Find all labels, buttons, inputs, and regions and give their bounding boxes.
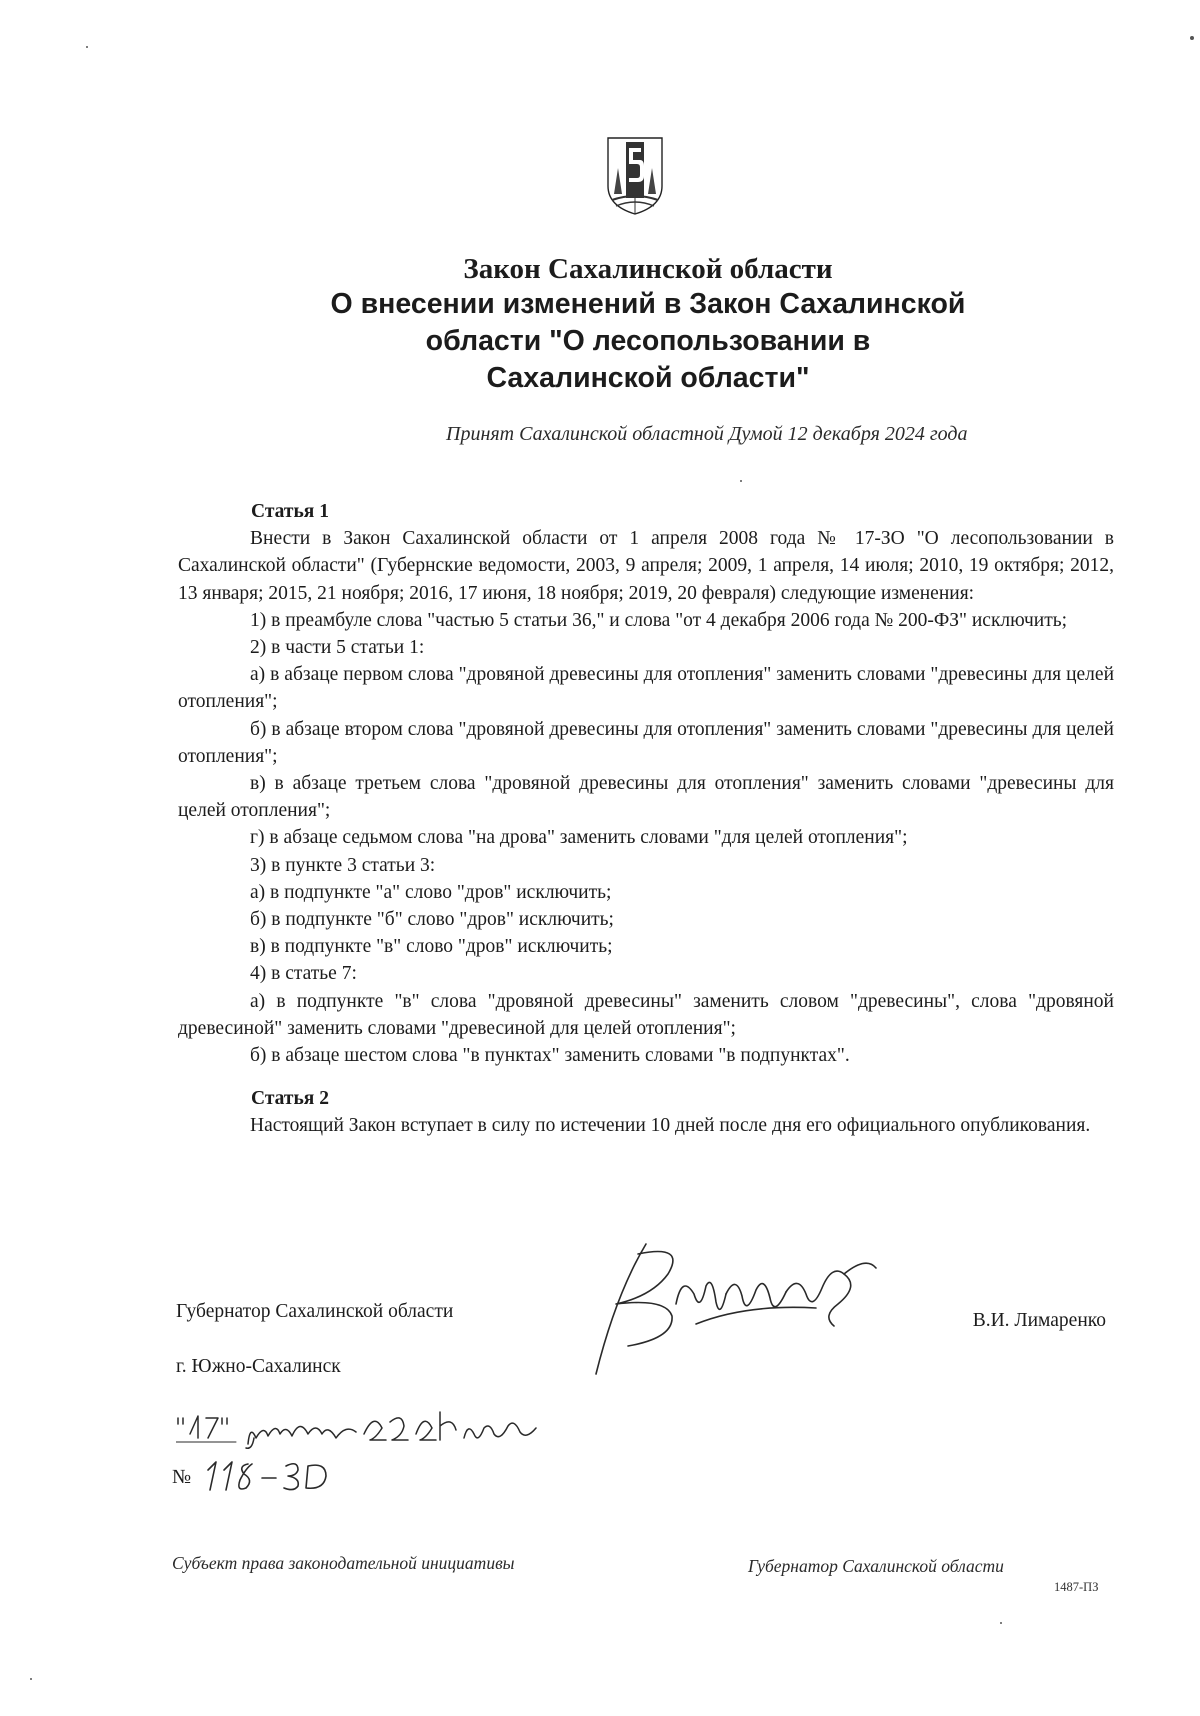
signatory-position: Губернатор Сахалинской области bbox=[176, 1301, 454, 1322]
scan-speck bbox=[1190, 36, 1194, 40]
title-line-1: Закон Сахалинской области bbox=[463, 253, 833, 285]
title-line-4: Сахалинской области" bbox=[486, 362, 810, 394]
article-1-paragraph: а) в подпункте "в" слова "дровяной древесины" заменить словом "древесины", слова "дровяной древесиной" заменить словами "древесиной для целей отопления"; bbox=[178, 990, 1114, 1039]
scan-speck bbox=[740, 480, 742, 482]
handwritten-date bbox=[176, 1404, 596, 1452]
document-code: 1487-ПЗ bbox=[1054, 1580, 1099, 1594]
scan-speck bbox=[30, 1678, 32, 1680]
scan-speck bbox=[86, 46, 88, 48]
number-label: № bbox=[172, 1466, 192, 1488]
scan-speck bbox=[1000, 1622, 1002, 1624]
article-1-paragraph: 2) в части 5 статьи 1: bbox=[250, 637, 425, 659]
article-1-paragraph: а) в абзаце первом слова "дровяной древесины для отопления" заменить словами "древесины для целей отопления"; bbox=[178, 664, 1114, 713]
article-1-paragraph: а) в подпункте "а" слово "дров" исключить; bbox=[250, 881, 612, 903]
footer-governor: Губернатор Сахалинской области bbox=[748, 1556, 1004, 1576]
article-2-paragraph: Настоящий Закон вступает в силу по истечении 10 дней после дня его официального опубликования. bbox=[250, 1115, 1091, 1137]
article-1-paragraph: б) в подпункте "б" слово "дров" исключить; bbox=[250, 909, 614, 931]
article-1-heading: Статья 1 bbox=[251, 501, 329, 522]
document-title bbox=[230, 252, 1066, 397]
article-2-heading: Статья 2 bbox=[251, 1088, 329, 1110]
article-1-paragraph: Внести в Закон Сахалинской области от 1 апреля 2008 года № 17-ЗО "О лесопользовании в Сахалинской области" (Губернские ведомости, 2003, 9 апреля; 2009, 1 апреля, 14 июля; 2010, 19 октября; 2012, 13 января; 2015, 21 ноября; 2016, 17 июня, 18 ноября; 2019, 20 февраля) следующие изменения: bbox=[178, 528, 1114, 604]
coat-of-arms-emblem bbox=[604, 134, 666, 216]
law-body bbox=[178, 498, 1114, 1140]
article-1-paragraph: г) в абзаце седьмом слова "на дрова" заменить словами "для целей отопления"; bbox=[250, 827, 908, 849]
article-1-paragraph: 1) в преамбуле слова "частью 5 статьи 36," и слова "от 4 декабря 2006 года № 200-ФЗ" исключить; bbox=[250, 609, 1068, 631]
signing-city: г. Южно-Сахалинск bbox=[176, 1356, 341, 1377]
handwritten-signature bbox=[576, 1234, 896, 1384]
signatory-name: В.И. Лимаренко bbox=[972, 1310, 1106, 1331]
article-1-paragraph: б) в абзаце втором слова "дровяной древесины для отопления" заменить словами "древесины для целей отопления"; bbox=[178, 718, 1114, 767]
title-line-3: области "О лесопользовании в bbox=[425, 325, 871, 357]
article-1-paragraph: 4) в статье 7: bbox=[250, 963, 357, 985]
article-1-paragraph: в) в подпункте "в" слово "дров" исключить; bbox=[250, 936, 613, 958]
article-1-paragraph: в) в абзаце третьем слова "дровяной древесины для отопления" заменить словами "древесины для целей отопления"; bbox=[178, 773, 1114, 822]
article-1-paragraph: б) в абзаце шестом слова "в пунктах" заменить словами "в подпунктах". bbox=[250, 1045, 850, 1067]
title-line-2: О внесении изменений в Закон Сахалинской bbox=[330, 288, 966, 320]
handwritten-number bbox=[202, 1456, 342, 1496]
law-number bbox=[172, 1456, 352, 1496]
article-1-paragraph: 3) в пункте 3 статьи 3: bbox=[250, 854, 436, 876]
adoption-note: Принят Сахалинской областной Думой 12 декабря 2024 года bbox=[446, 423, 968, 445]
footer-initiative-subject: Субъект права законодательной инициативы bbox=[172, 1553, 515, 1573]
